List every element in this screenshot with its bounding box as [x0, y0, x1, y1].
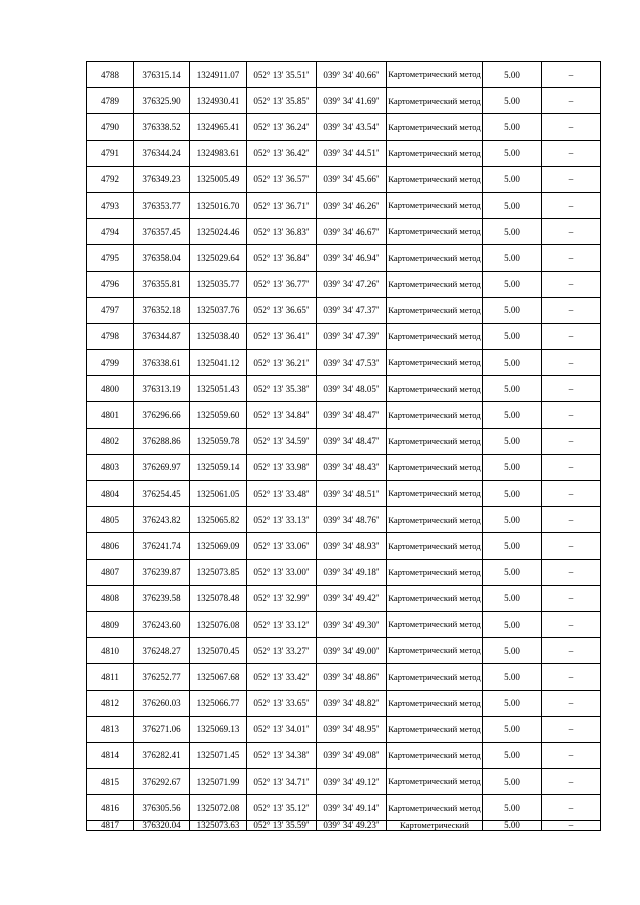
coordinates-table [86, 61, 601, 831]
method-cell: Картометрический метод [387, 664, 483, 690]
coord-y-cell: 1325073.63 [190, 821, 247, 831]
coord-x-cell: 376352.18 [134, 297, 190, 323]
note-cell: – [542, 140, 601, 166]
table-row [87, 192, 601, 218]
accuracy-cell: 5.00 [483, 140, 542, 166]
note-cell: – [542, 62, 601, 88]
longitude-cell: 039° 34' 41.69" [317, 88, 387, 114]
point-number-cell: 4815 [87, 769, 134, 795]
longitude-cell: 039° 34' 49.14" [317, 795, 387, 821]
note-cell: – [542, 533, 601, 559]
table-row [87, 742, 601, 768]
coord-x-cell: 376305.56 [134, 795, 190, 821]
note-cell: – [542, 559, 601, 585]
coord-x-cell: 376269.97 [134, 454, 190, 480]
longitude-cell: 039° 34' 49.18" [317, 559, 387, 585]
coord-x-cell: 376260.03 [134, 690, 190, 716]
table-body [87, 62, 601, 831]
coord-x-cell: 376241.74 [134, 533, 190, 559]
method-cell: Картометрический метод [387, 481, 483, 507]
accuracy-cell: 5.00 [483, 821, 542, 831]
latitude-cell: 052° 13' 34.59" [247, 428, 317, 454]
coord-y-cell: 1325070.45 [190, 638, 247, 664]
coord-x-cell: 376358.04 [134, 245, 190, 271]
coord-x-cell: 376239.58 [134, 585, 190, 611]
coord-y-cell: 1325076.08 [190, 611, 247, 637]
table-row [87, 638, 601, 664]
method-cell: Картометрический метод [387, 559, 483, 585]
coord-y-cell: 1325024.46 [190, 219, 247, 245]
accuracy-cell: 5.00 [483, 664, 542, 690]
latitude-cell: 052° 13' 33.48" [247, 481, 317, 507]
table-row [87, 402, 601, 428]
coord-y-cell: 1325005.49 [190, 166, 247, 192]
point-number-cell: 4806 [87, 533, 134, 559]
coord-y-cell: 1325078.48 [190, 585, 247, 611]
accuracy-cell: 5.00 [483, 402, 542, 428]
longitude-cell: 039° 34' 47.39" [317, 323, 387, 349]
accuracy-cell: 5.00 [483, 192, 542, 218]
table-row [87, 481, 601, 507]
note-cell: – [542, 323, 601, 349]
note-cell: – [542, 166, 601, 192]
coord-y-cell: 1325035.77 [190, 271, 247, 297]
method-cell: Картометрический метод [387, 192, 483, 218]
note-cell: – [542, 192, 601, 218]
latitude-cell: 052° 13' 36.84" [247, 245, 317, 271]
coord-x-cell: 376355.81 [134, 271, 190, 297]
note-cell: – [542, 219, 601, 245]
method-cell: Картометрический метод [387, 114, 483, 140]
coord-y-cell: 1325066.77 [190, 690, 247, 716]
method-cell: Картометрический метод [387, 769, 483, 795]
accuracy-cell: 5.00 [483, 166, 542, 192]
accuracy-cell: 5.00 [483, 690, 542, 716]
longitude-cell: 039° 34' 47.37" [317, 297, 387, 323]
method-cell: Картометрический метод [387, 323, 483, 349]
coord-x-cell: 376288.86 [134, 428, 190, 454]
point-number-cell: 4791 [87, 140, 134, 166]
latitude-cell: 052° 13' 36.42" [247, 140, 317, 166]
coord-x-cell: 376243.60 [134, 611, 190, 637]
note-cell: – [542, 821, 601, 831]
method-cell: Картометрический метод [387, 690, 483, 716]
accuracy-cell: 5.00 [483, 428, 542, 454]
longitude-cell: 039° 34' 49.23" [317, 821, 387, 831]
point-number-cell: 4790 [87, 114, 134, 140]
coord-y-cell: 1324930.41 [190, 88, 247, 114]
longitude-cell: 039° 34' 49.30" [317, 611, 387, 637]
table-row [87, 88, 601, 114]
longitude-cell: 039° 34' 48.47" [317, 402, 387, 428]
note-cell: – [542, 454, 601, 480]
note-cell: – [542, 690, 601, 716]
point-number-cell: 4804 [87, 481, 134, 507]
accuracy-cell: 5.00 [483, 350, 542, 376]
coord-y-cell: 1325051.43 [190, 376, 247, 402]
coord-y-cell: 1325065.82 [190, 507, 247, 533]
latitude-cell: 052° 13' 35.12" [247, 795, 317, 821]
coord-y-cell: 1325059.14 [190, 454, 247, 480]
accuracy-cell: 5.00 [483, 533, 542, 559]
coord-x-cell: 376254.45 [134, 481, 190, 507]
longitude-cell: 039° 34' 46.67" [317, 219, 387, 245]
accuracy-cell: 5.00 [483, 88, 542, 114]
table-row [87, 454, 601, 480]
longitude-cell: 039° 34' 44.51" [317, 140, 387, 166]
table-row [87, 62, 601, 88]
latitude-cell: 052° 13' 36.77" [247, 271, 317, 297]
coord-x-cell: 376292.67 [134, 769, 190, 795]
point-number-cell: 4808 [87, 585, 134, 611]
method-cell: Картометрический метод [387, 297, 483, 323]
table-row [87, 323, 601, 349]
accuracy-cell: 5.00 [483, 62, 542, 88]
note-cell: – [542, 585, 601, 611]
note-cell: – [542, 638, 601, 664]
longitude-cell: 039° 34' 48.05" [317, 376, 387, 402]
method-cell: Картометрический метод [387, 402, 483, 428]
point-number-cell: 4817 [87, 821, 134, 831]
point-number-cell: 4807 [87, 559, 134, 585]
coord-x-cell: 376296.66 [134, 402, 190, 428]
point-number-cell: 4788 [87, 62, 134, 88]
note-cell: – [542, 245, 601, 271]
point-number-cell: 4812 [87, 690, 134, 716]
method-cell: Картометрический метод [387, 140, 483, 166]
point-number-cell: 4797 [87, 297, 134, 323]
point-number-cell: 4801 [87, 402, 134, 428]
longitude-cell: 039° 34' 48.51" [317, 481, 387, 507]
longitude-cell: 039° 34' 48.95" [317, 716, 387, 742]
table-row [87, 428, 601, 454]
accuracy-cell: 5.00 [483, 271, 542, 297]
latitude-cell: 052° 13' 35.59" [247, 821, 317, 831]
coord-y-cell: 1325029.64 [190, 245, 247, 271]
coord-y-cell: 1325071.45 [190, 742, 247, 768]
table-row [87, 166, 601, 192]
accuracy-cell: 5.00 [483, 611, 542, 637]
note-cell: – [542, 297, 601, 323]
accuracy-cell: 5.00 [483, 716, 542, 742]
longitude-cell: 039° 34' 48.43" [317, 454, 387, 480]
coord-y-cell: 1325072.08 [190, 795, 247, 821]
accuracy-cell: 5.00 [483, 481, 542, 507]
longitude-cell: 039° 34' 47.53" [317, 350, 387, 376]
latitude-cell: 052° 13' 33.27" [247, 638, 317, 664]
coord-y-cell: 1324983.61 [190, 140, 247, 166]
point-number-cell: 4802 [87, 428, 134, 454]
method-cell: Картометрический метод [387, 245, 483, 271]
latitude-cell: 052° 13' 33.00" [247, 559, 317, 585]
latitude-cell: 052° 13' 33.13" [247, 507, 317, 533]
latitude-cell: 052° 13' 35.85" [247, 88, 317, 114]
note-cell: – [542, 481, 601, 507]
latitude-cell: 052° 13' 35.38" [247, 376, 317, 402]
latitude-cell: 052° 13' 34.71" [247, 769, 317, 795]
coord-y-cell: 1325059.78 [190, 428, 247, 454]
table-row [87, 690, 601, 716]
coord-y-cell: 1324911.07 [190, 62, 247, 88]
note-cell: – [542, 611, 601, 637]
accuracy-cell: 5.00 [483, 323, 542, 349]
accuracy-cell: 5.00 [483, 585, 542, 611]
method-cell: Картометрический метод [387, 533, 483, 559]
accuracy-cell: 5.00 [483, 507, 542, 533]
accuracy-cell: 5.00 [483, 454, 542, 480]
coord-y-cell: 1325073.85 [190, 559, 247, 585]
table-row [87, 769, 601, 795]
coord-y-cell: 1325059.60 [190, 402, 247, 428]
coord-x-cell: 376252.77 [134, 664, 190, 690]
accuracy-cell: 5.00 [483, 638, 542, 664]
longitude-cell: 039° 34' 49.12" [317, 769, 387, 795]
accuracy-cell: 5.00 [483, 769, 542, 795]
point-number-cell: 4803 [87, 454, 134, 480]
longitude-cell: 039° 34' 49.42" [317, 585, 387, 611]
coord-x-cell: 376313.19 [134, 376, 190, 402]
coord-x-cell: 376239.87 [134, 559, 190, 585]
coord-y-cell: 1325041.12 [190, 350, 247, 376]
point-number-cell: 4796 [87, 271, 134, 297]
longitude-cell: 039° 34' 48.86" [317, 664, 387, 690]
longitude-cell: 039° 34' 48.82" [317, 690, 387, 716]
table-row [87, 245, 601, 271]
longitude-cell: 039° 34' 45.66" [317, 166, 387, 192]
accuracy-cell: 5.00 [483, 742, 542, 768]
method-cell: Картометрический метод [387, 88, 483, 114]
method-cell: Картометрический метод [387, 219, 483, 245]
point-number-cell: 4793 [87, 192, 134, 218]
longitude-cell: 039° 34' 47.26" [317, 271, 387, 297]
table-row [87, 795, 601, 821]
note-cell: – [542, 507, 601, 533]
longitude-cell: 039° 34' 46.26" [317, 192, 387, 218]
point-number-cell: 4792 [87, 166, 134, 192]
note-cell: – [542, 88, 601, 114]
method-cell: Картометрический метод [387, 507, 483, 533]
latitude-cell: 052° 13' 33.12" [247, 611, 317, 637]
method-cell: Картометрический метод [387, 428, 483, 454]
accuracy-cell: 5.00 [483, 245, 542, 271]
method-cell: Картометрический метод [387, 795, 483, 821]
coord-x-cell: 376243.82 [134, 507, 190, 533]
point-number-cell: 4813 [87, 716, 134, 742]
table-row [87, 533, 601, 559]
longitude-cell: 039° 34' 49.08" [317, 742, 387, 768]
table-row [87, 664, 601, 690]
table-row [87, 219, 601, 245]
note-cell: – [542, 350, 601, 376]
coord-y-cell: 1325071.99 [190, 769, 247, 795]
point-number-cell: 4798 [87, 323, 134, 349]
method-cell: Картометрический метод [387, 638, 483, 664]
table-row [87, 271, 601, 297]
table-row [87, 114, 601, 140]
latitude-cell: 052° 13' 32.99" [247, 585, 317, 611]
latitude-cell: 052° 13' 36.24" [247, 114, 317, 140]
point-number-cell: 4799 [87, 350, 134, 376]
point-number-cell: 4816 [87, 795, 134, 821]
note-cell: – [542, 376, 601, 402]
latitude-cell: 052° 13' 33.98" [247, 454, 317, 480]
latitude-cell: 052° 13' 34.38" [247, 742, 317, 768]
accuracy-cell: 5.00 [483, 559, 542, 585]
latitude-cell: 052° 13' 36.57" [247, 166, 317, 192]
latitude-cell: 052° 13' 33.42" [247, 664, 317, 690]
coord-x-cell: 376315.14 [134, 62, 190, 88]
point-number-cell: 4809 [87, 611, 134, 637]
method-cell: Картометрический метод [387, 611, 483, 637]
latitude-cell: 052° 13' 36.71" [247, 192, 317, 218]
accuracy-cell: 5.00 [483, 297, 542, 323]
longitude-cell: 039° 34' 46.94" [317, 245, 387, 271]
table-row [87, 559, 601, 585]
coord-y-cell: 1325069.09 [190, 533, 247, 559]
point-number-cell: 4811 [87, 664, 134, 690]
latitude-cell: 052° 13' 36.83" [247, 219, 317, 245]
latitude-cell: 052° 13' 35.51" [247, 62, 317, 88]
table-row [87, 350, 601, 376]
coord-x-cell: 376344.24 [134, 140, 190, 166]
note-cell: – [542, 664, 601, 690]
coord-y-cell: 1324965.41 [190, 114, 247, 140]
point-number-cell: 4795 [87, 245, 134, 271]
table-row [87, 507, 601, 533]
longitude-cell: 039° 34' 48.93" [317, 533, 387, 559]
latitude-cell: 052° 13' 36.21" [247, 350, 317, 376]
note-cell: – [542, 402, 601, 428]
table-row [87, 611, 601, 637]
table-row [87, 716, 601, 742]
method-cell: Картометрический метод [387, 62, 483, 88]
longitude-cell: 039° 34' 48.76" [317, 507, 387, 533]
method-cell: Картометрический [387, 821, 483, 831]
coord-x-cell: 376338.61 [134, 350, 190, 376]
table-row [87, 585, 601, 611]
note-cell: – [542, 271, 601, 297]
longitude-cell: 039° 34' 48.47" [317, 428, 387, 454]
point-number-cell: 4805 [87, 507, 134, 533]
method-cell: Картометрический метод [387, 271, 483, 297]
latitude-cell: 052° 13' 33.65" [247, 690, 317, 716]
method-cell: Картометрический метод [387, 350, 483, 376]
coord-x-cell: 376338.52 [134, 114, 190, 140]
coord-y-cell: 1325061.05 [190, 481, 247, 507]
coord-x-cell: 376248.27 [134, 638, 190, 664]
note-cell: – [542, 716, 601, 742]
coord-x-cell: 376271.06 [134, 716, 190, 742]
longitude-cell: 039° 34' 49.00" [317, 638, 387, 664]
table-row [87, 821, 601, 831]
coord-x-cell: 376349.23 [134, 166, 190, 192]
coord-y-cell: 1325037.76 [190, 297, 247, 323]
coord-y-cell: 1325038.40 [190, 323, 247, 349]
method-cell: Картометрический метод [387, 454, 483, 480]
method-cell: Картометрический метод [387, 585, 483, 611]
coord-x-cell: 376344.87 [134, 323, 190, 349]
point-number-cell: 4810 [87, 638, 134, 664]
point-number-cell: 4814 [87, 742, 134, 768]
coord-y-cell: 1325067.68 [190, 664, 247, 690]
latitude-cell: 052° 13' 34.01" [247, 716, 317, 742]
accuracy-cell: 5.00 [483, 376, 542, 402]
method-cell: Картометрический метод [387, 376, 483, 402]
coord-x-cell: 376282.41 [134, 742, 190, 768]
point-number-cell: 4794 [87, 219, 134, 245]
method-cell: Картометрический метод [387, 742, 483, 768]
note-cell: – [542, 742, 601, 768]
coord-y-cell: 1325016.70 [190, 192, 247, 218]
table-row [87, 140, 601, 166]
coord-y-cell: 1325069.13 [190, 716, 247, 742]
point-number-cell: 4789 [87, 88, 134, 114]
table-row [87, 297, 601, 323]
note-cell: – [542, 769, 601, 795]
note-cell: – [542, 114, 601, 140]
accuracy-cell: 5.00 [483, 114, 542, 140]
latitude-cell: 052° 13' 33.06" [247, 533, 317, 559]
latitude-cell: 052° 13' 36.65" [247, 297, 317, 323]
coord-x-cell: 376353.77 [134, 192, 190, 218]
latitude-cell: 052° 13' 34.84" [247, 402, 317, 428]
table-row [87, 376, 601, 402]
note-cell: – [542, 795, 601, 821]
point-number-cell: 4800 [87, 376, 134, 402]
method-cell: Картометрический метод [387, 716, 483, 742]
accuracy-cell: 5.00 [483, 795, 542, 821]
coord-x-cell: 376357.45 [134, 219, 190, 245]
longitude-cell: 039° 34' 40.66" [317, 62, 387, 88]
latitude-cell: 052° 13' 36.41" [247, 323, 317, 349]
coord-x-cell: 376325.90 [134, 88, 190, 114]
method-cell: Картометрический метод [387, 166, 483, 192]
accuracy-cell: 5.00 [483, 219, 542, 245]
note-cell: – [542, 428, 601, 454]
coord-x-cell: 376320.04 [134, 821, 190, 831]
longitude-cell: 039° 34' 43.54" [317, 114, 387, 140]
